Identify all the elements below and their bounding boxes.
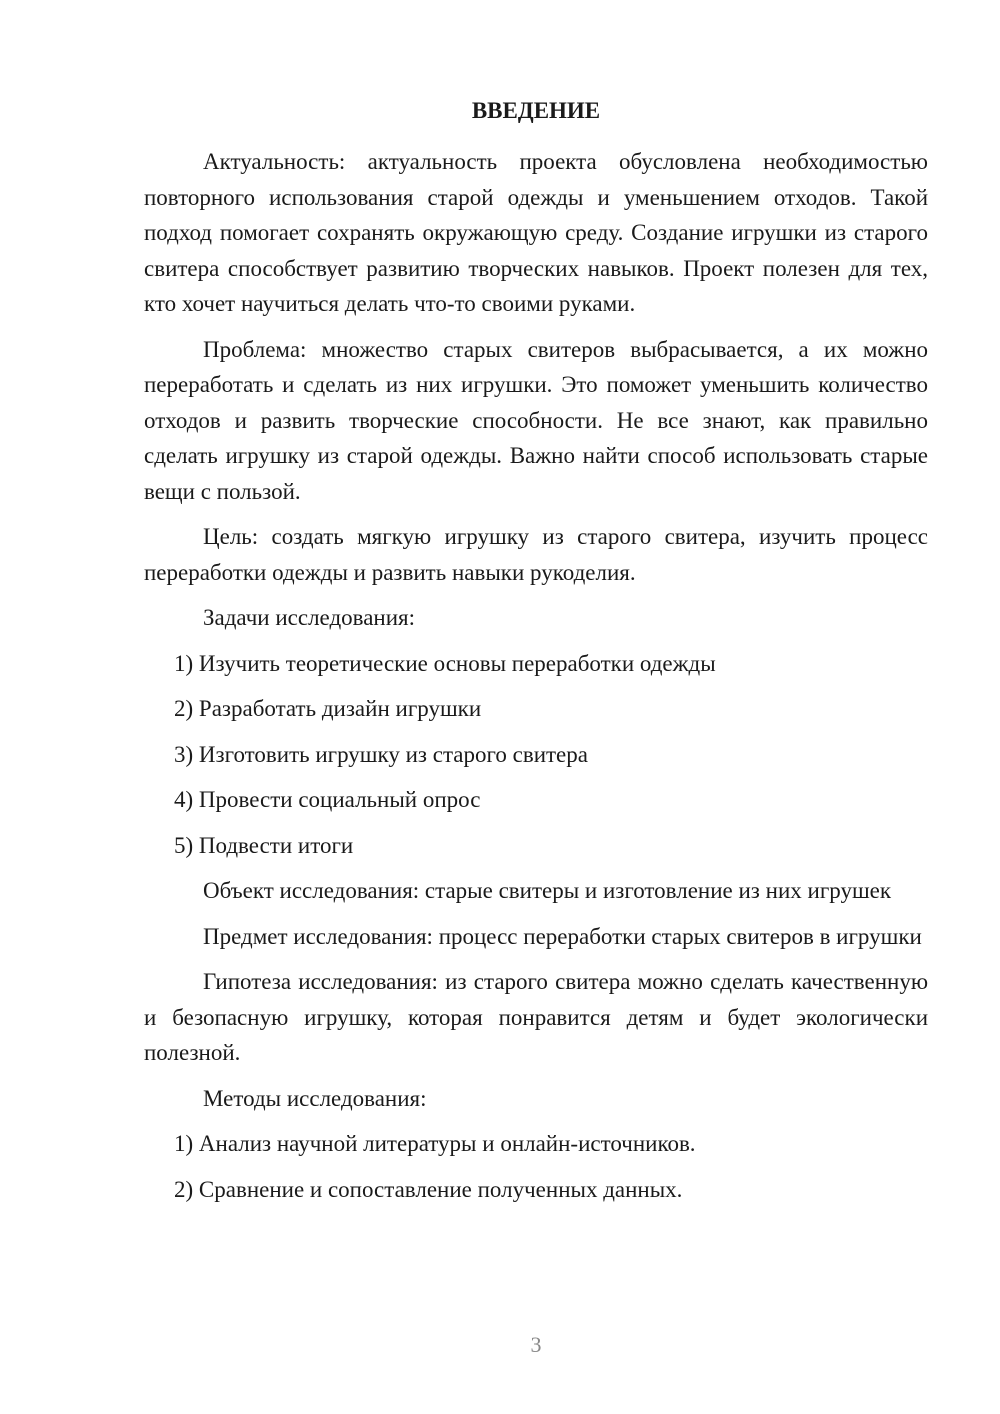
task-item: 3) Изготовить игрушку из старого свитера (174, 741, 588, 767)
hypothesis-paragraph: Гипотеза исследования: из старого свитера можно сделать качественную и безопасную игрушку, которая понравится детям и будет экологически полезной. (144, 969, 928, 1065)
document-body (144, 144, 928, 1217)
task-item: 4) Провести социальный опрос (174, 787, 481, 812)
method-item: 2) Сравнение и сопоставление полученных данных. (174, 1176, 683, 1202)
task-item: 2) Разработать дизайн игрушки (174, 696, 482, 721)
tasks-heading: Задачи исследования: (203, 605, 416, 630)
methods-heading: Методы исследования: (203, 1085, 427, 1111)
subject-paragraph: Предмет исследования: процесс переработки старых свитеров в игрушки (203, 923, 922, 949)
goal-paragraph: Цель: создать мягкую игрушку из старого свитера, изучить процесс переработки одежды и развить навыки рукоделия. (144, 524, 928, 585)
page-title: ВВЕДЕНИЕ (471, 98, 601, 123)
method-item: 1) Анализ научной литературы и онлайн-источников. (174, 1131, 696, 1156)
task-item: 1) Изучить теоретические основы переработки одежды (174, 650, 716, 676)
task-item: 5) Подвести итоги (174, 832, 354, 858)
object-paragraph: Объект исследования: старые свитеры и изготовление из них игрушек (203, 878, 892, 903)
problem-paragraph: Проблема: множество старых свитеров выбрасывается, а их можно переработать и сделать из них игрушки. Это поможет уменьшить количество отходов и развить творческие способности. Не все знают, как правильно сделать игрушку из старой одежды. Важно найти способ использовать старые вещи с пользой. (144, 336, 928, 504)
relevance-paragraph: Актуальность: актуальность проекта обусловлена необходимостью повторного использования старой одежды и уменьшением отходов. Такой подход помогает сохранять окружающую среду. Создание игрушки из старого свитера способствует развитию творческих навыков. Проект полезен для тех, кто хочет научиться делать что-то своими руками. (144, 149, 928, 316)
page-number: 3 (530, 1332, 542, 1357)
